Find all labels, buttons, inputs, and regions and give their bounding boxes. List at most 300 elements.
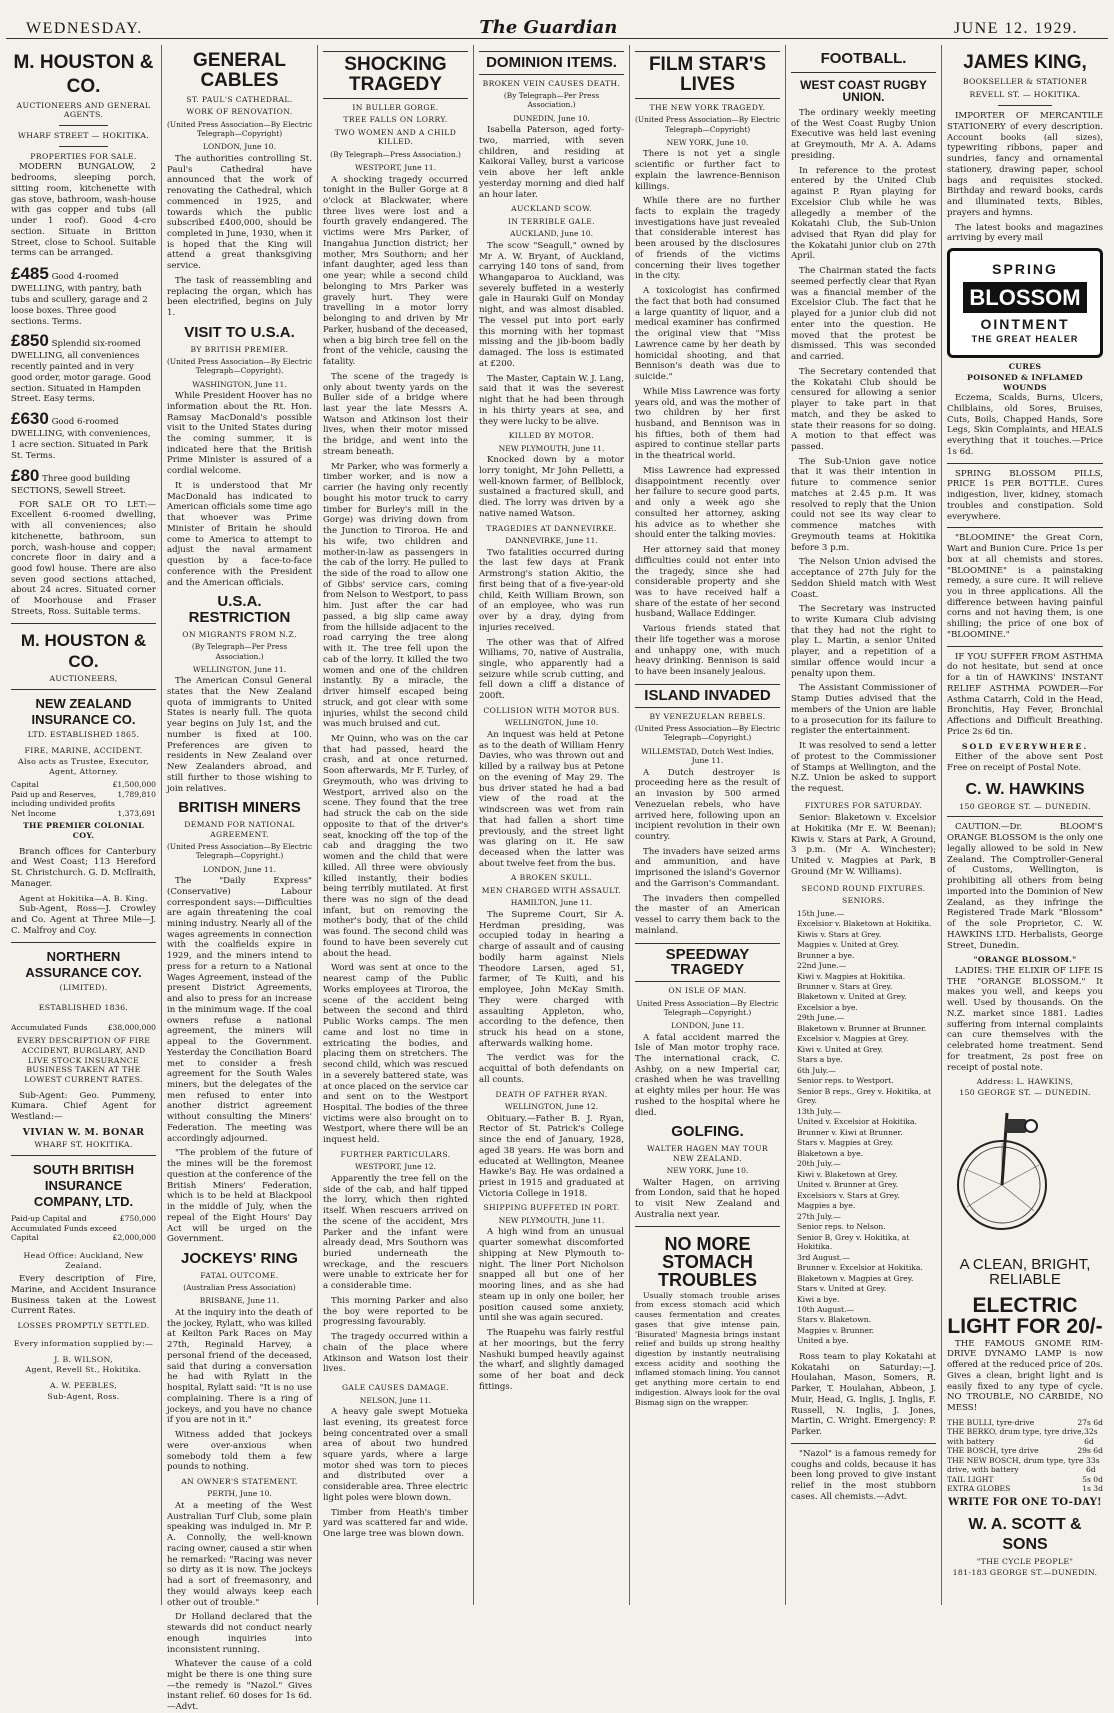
subhead: SHIPPING BUFFETED IN PORT. bbox=[483, 1203, 620, 1213]
logo-text: BLOSSOM bbox=[963, 282, 1086, 314]
paragraph: SPRING BLOSSOM PILLS, PRICE 1s PER BOTTLE. Cures indigestion, liver, kidney, stomach troubles and constipation. Sold everywhere. bbox=[947, 468, 1103, 522]
subhead: WALTER HAGEN MAY TOUR NEW ZEALAND. bbox=[646, 1144, 769, 1163]
address-line-2: 150 GEORGE ST. — DUNEDIN. bbox=[959, 1088, 1091, 1098]
capital2-row bbox=[11, 1233, 156, 1242]
paragraph: Obituary.—Father B. J. Ryan, Rector of St. Patrick's College since the end of January, 1928, aged 38 years. He was born and educated at Wellington, Meanee Hawke's Bay. He was ordained a priest in 1915 and graduated at Victoria College in 1918. bbox=[479, 1113, 624, 1199]
bonar-name: VIVIAN W. M. BONAR bbox=[22, 1126, 145, 1138]
fixture-line: Blaketown v. United at Grey. bbox=[797, 992, 907, 1002]
paragraph: "Nazol" is a famous remedy for coughs and colds, because it has been long proved to give instant relief in the most stubborn cases. All chemists.—Advt. bbox=[791, 1448, 936, 1502]
fixture-line: Brunner v. Kiwi at Brunner. bbox=[797, 1127, 903, 1137]
paragraph: A toxicologist has confirmed the fact that both had consumed a large quantity of liquor, and a medical examiner has confirmed the original view that "Miss Lawrence came by her death by homicidal shooting, and that Bennison's death was due to suicide." bbox=[635, 286, 780, 383]
listing-485-text: Good 4-roomed DWELLING, with pantry, bath tubs and scullery, garage and 2 loose boxes. Three good sections. Terms. bbox=[11, 272, 148, 327]
paragraph: The American Consul General states that the New Zealand quota of immigrants to United States is nearly full. The quota year begins on July 1st, and the number is fixed at 100. Preferences are given to residents in New Zealand over New Zealanders abroad, and still further to those wishing to join relatives. bbox=[167, 676, 312, 794]
price-row bbox=[947, 1484, 1103, 1493]
lease-ad: FOR SALE OR TO LET:—Excellent 6-roomed dwelling, with all conveniences; also kitchenette, bathroom, sun porch, wash-house and copper; concrete floor in dairy and a good fowl house. There are also seven good sections attached, about 24 acres. Situated corner of Moorhouse and Fraser Streets, Ross. Suitable terms. bbox=[11, 499, 156, 617]
divider bbox=[11, 942, 156, 943]
capital2-value: £2,000,000 bbox=[112, 1233, 156, 1243]
paragraph: LADIES: THE ELIXIR OF LIFE IS THE "ORANGE BLOSSOM." It makes you well, and keeps you well. Used by thousands. On the N.Z. market since 1881. Ladies suffering from internal complaints can cure themselves with the celebrated home treatment. Send for treatment, 2s post free on receipt of postal note. bbox=[947, 966, 1103, 1073]
price-item: EXTRA GLOBES bbox=[947, 1484, 1011, 1494]
headline-film-stars-lives: FILM STAR'S LIVES bbox=[635, 51, 780, 99]
fixture-line: 29th June.— bbox=[797, 1013, 845, 1023]
fixture-line: Kiwis v. Stars at Grey. bbox=[797, 929, 882, 939]
paragraph: The invaders have seized arms and ammunition, and have imprisoned the island's Governor and the Garrison's Commandant. bbox=[635, 846, 780, 889]
credit: (United Press Association—By Electric Telegraph—Copyright) bbox=[167, 119, 312, 139]
divider bbox=[947, 527, 1103, 528]
divider bbox=[11, 689, 156, 690]
fixture-line: Kiwi a bye. bbox=[797, 1294, 840, 1304]
subhead: AUCKLAND SCOW. bbox=[511, 204, 592, 214]
dateline: WESTPORT, June 12. bbox=[354, 1162, 437, 1172]
fixture-line: Senior reps. to Westport. bbox=[797, 1076, 894, 1086]
paragraph: A fatal accident marred the Isle of Man motor trophy race. The international crack, C. Ashby, on a new Imperial car, crashed when he was travelling at eighty miles per hour. He was rushed to the hospital where he died. bbox=[635, 1032, 780, 1118]
capital-value: £1,500,000 bbox=[112, 780, 156, 790]
electric-light-headline-2: ELECTRIC LIGHT FOR 20/- bbox=[947, 1293, 1103, 1338]
accum-row bbox=[11, 1023, 156, 1032]
column-4-dominion bbox=[474, 45, 630, 1605]
column-5-film bbox=[630, 45, 786, 1605]
losses-line: LOSSES PROMPTLY SETTLED. bbox=[17, 1321, 150, 1331]
fixture-line: 20th July.— bbox=[797, 1159, 841, 1169]
subhead: GALE CAUSES DAMAGE. bbox=[341, 1383, 450, 1393]
fixture-line: Excelsiors v. Stars at Grey. bbox=[797, 1190, 900, 1200]
headline-golfing: GOLFING. bbox=[671, 1123, 744, 1141]
fixture-line: Kiwi v. United at Grey. bbox=[797, 1044, 884, 1054]
fixtures-list bbox=[791, 909, 936, 1346]
fixture-line: Brunner v. Excelsior at Hokitika. bbox=[797, 1263, 923, 1273]
peebles-name: A. W. PEEBLES, bbox=[49, 1381, 118, 1391]
logo-text: OINTMENT bbox=[980, 316, 1070, 333]
headline-dominion-items: DOMINION ITEMS. bbox=[479, 51, 624, 75]
headline-speedway-tragedy: SPEEDWAY TRAGEDY bbox=[635, 943, 780, 983]
credit: (United Press Association—By Electric Telegraph—Copyright.) bbox=[635, 724, 780, 743]
james-king-address: REVELL ST. — HOKITIKA. bbox=[969, 90, 1081, 100]
subhead: TREE FALLS ON LORRY. bbox=[343, 115, 448, 125]
paragraph: The ordinary weekly meeting of the West Coast Rugby Union Executive was held last evening at Greymouth, Mr A. A. Adams presiding. bbox=[791, 107, 936, 161]
income-row bbox=[11, 809, 156, 818]
sub-agent-kumara: Sub-Agent: Geo. Pummeny, Kumara. Chief Agent for Westland:— bbox=[11, 1090, 156, 1123]
fixture-line: 6th July.— bbox=[797, 1065, 836, 1075]
bicycle-lamp-illustration bbox=[947, 1107, 1057, 1237]
dateline: WELLINGTON, June 10. bbox=[504, 718, 599, 728]
paragraph: Miss Lawrence had expressed disappointment recently over her failure to secure good parts, and only a week ago she consulted her attorney, asking his advice as to whether she should enter the talking movies. bbox=[635, 465, 780, 541]
fixture-line: 15th June.— bbox=[797, 908, 845, 918]
orange-blossom: "ORANGE BLOSSOM." bbox=[973, 955, 1077, 965]
peebles-address: Sub-Agent, Ross. bbox=[47, 1391, 120, 1401]
dateline: AUCKLAND, June 10. bbox=[510, 229, 593, 239]
fixture-line: Blaketown a bye. bbox=[797, 1148, 864, 1158]
price-value: 32s 6d bbox=[1084, 1427, 1098, 1446]
fixture-line: United v. Brunner at Grey. bbox=[797, 1180, 899, 1190]
paragraph: "BLOOMINE" the Great Corn, Wart and Bunion Cure. Price 1s per box at all chemists and stores. "BLOOMINE" is a painstaking remedy, a sure cure. It will relieve you in three applications. All the difference between having painful corns and not having them, is one shilling; the price of one box of "BLOOMINE." bbox=[947, 533, 1103, 640]
credit: (United Press Association—By Electric Telegraph—Copyright). bbox=[167, 357, 312, 376]
price-item: THE NEW BOSCH, drum type, tyre drive, with battery bbox=[947, 1455, 1084, 1475]
paragraph: There is not yet a single scientific or further fact to explain the lawrence-Bennison killings. bbox=[635, 149, 780, 192]
listing-850-text: Splendid six-roomed DWELLING, all conveniences recently painted and in very good order, motor garage. Good section. Situated in Hampden Street. Easy terms. bbox=[11, 339, 151, 405]
price-row bbox=[947, 1418, 1103, 1427]
dateline: DANNEVIRKE, June 11. bbox=[505, 536, 598, 546]
head-office: Head Office: Auckland, New Zealand. bbox=[23, 1250, 144, 1270]
sold-everywhere: SOLD EVERYWHERE. bbox=[961, 741, 1089, 751]
paragraph: While Miss Lawrence was forty years old, and was the mother of two children by her first husband, and Bennison was in his fifties, both of them had aspired to continue stellar parts in the theatrical world. bbox=[635, 386, 780, 462]
dateline: LONDON, June 11. bbox=[670, 1021, 745, 1031]
paragraph: The scow "Seagull," owned by Mr A. W. Bryant, of Auckland, carrying 140 tons of sand, from Whangaparoa to Auckland, was severely buffeted in a westerly gale in Hauraki Gulf on Monday night, and was almost disabled. The vessel put into port early this morning with her topmast missing and the jib-boom badly damaged. The loss is estimated at £200. bbox=[479, 240, 624, 369]
paragraph: An inquest was held at Petone as to the death of William Henry Davies, who was thrown out and killed by a railway bus at Petone on the evening of May 29. The bus driver stated he had a bad view of the road at the windscreen was wet from rain that had fallen a short time previously, and the street light was glaring on it. He saw deceased when the latter was about twelve feet from the bus. bbox=[479, 729, 624, 869]
price-value: 27s 6d bbox=[1077, 1417, 1103, 1427]
subhead: ON MIGRANTS FROM N.Z. bbox=[182, 629, 297, 639]
fixture-line: 27th July.— bbox=[797, 1211, 841, 1221]
price-item: TAIL LIGHT bbox=[947, 1474, 994, 1484]
paragraph: The Nelson Union advised the acceptance of 27th July for the Seddon Shield match with West Coast. bbox=[791, 557, 936, 600]
divider bbox=[947, 646, 1103, 647]
credit: (United Press Association—By Electric Telegraph—Copyright.) bbox=[167, 842, 312, 861]
paragraph: Senior: Blaketown v. Excelsior at Hokitika (Mr E. W. Beenan); Kiwis v. Stars at Park, A Ground, 3 p.m. (Mr A. Winchester); United v. Magpies at Park, B Ground (Mr W. Williams). bbox=[791, 813, 936, 877]
paragraph: Isabella Paterson, aged forty-two, married, with seven children, and residing at Kaikorai Valley, burst a varicose vein above her left ankle yesterday morning and died half an hour later. bbox=[479, 125, 624, 200]
every-description: EVERY DESCRIPTION OF FIRE ACCIDENT, BURGLARY, AND LIVE STOCK INSURANCE BUSINESS TAKEN AT THE LOWEST CURRENT RATES. bbox=[16, 1036, 151, 1085]
price-item: THE BERKO, drum type, tyre drive, with battery bbox=[947, 1427, 1085, 1446]
subhead: SENIORS. bbox=[842, 896, 885, 906]
paragraph: The authorities controlling St. Paul's Cathedral have announced that the work of renovating the Cathedral, which commenced in 1925, and towards which the public subscribed £400,000, should be completed in June, 1930, when it is hoped that the King will attend a great thanksgiving service. bbox=[167, 153, 312, 272]
paragraph: Mr Quinn, who was on the car that had passed, heard the crash, and at once returned. Soon afterwards, Mr F. Turley, of Greymouth, who was driving to Westport, arrived also on the scene. They found that the tree had struck the cab on the side opposite to that of the driver's seat, knocking off the top of the cab and dragging the two women and the child that were killed. All three were obviously killed instantly, their bodies being terribly mutilated. At first there was no sign of the dead infant, but on removing the mother's body, that of the child was found. The second child was found to have been severely cut about the head. bbox=[323, 734, 468, 959]
paragraph: Apparently the tree fell on the side of the cab, and half tipped the lorry, which then righted itself. When rescuers arrived on the scene of the accident, Mrs Parker and the infant were already dead, Mrs Southorn was buried underneath the wreckage, and the rescuers were unable to extricate her for a considerable time. bbox=[323, 1173, 468, 1292]
fixture-line: Stars v. United at Grey. bbox=[797, 1284, 887, 1294]
divider bbox=[791, 1443, 936, 1444]
dateline: BRISBANE, June 11. bbox=[199, 1296, 280, 1306]
paragraph: In reference to the protest entered by the United Club against P. Ryan playing for Excelsior Club while he was allegedly a member of the Kokatahi Club, the Sub-Union advised that Ryan did play for the Kokatahi junior club on 27th April. bbox=[791, 165, 936, 262]
fixture-line: 13th July.— bbox=[797, 1106, 841, 1116]
subhead: FATAL OUTCOME. bbox=[200, 1270, 279, 1280]
sub-agent-ross: Sub-Agent, Ross—J. Crowley and Co. Agent at Three Mile—J. C. Malfroy and Coy. bbox=[11, 904, 156, 936]
fixture-line: 3rd August.— bbox=[797, 1252, 850, 1262]
hawkins-title: C. W. HAWKINS bbox=[965, 780, 1085, 798]
fixture-line: Magpies a bye. bbox=[797, 1201, 856, 1211]
price-80: £80 bbox=[11, 465, 40, 485]
price-485: £485 bbox=[11, 264, 49, 284]
paragraph: Dr Holland declared that the stewards did not conduct nearly enough inquiries into inconsistent running. bbox=[167, 1612, 312, 1655]
fixture-line: 22nd June.— bbox=[797, 961, 847, 971]
fixture-line: Magpies v. United at Grey. bbox=[797, 940, 899, 950]
fixture-line: United a bye. bbox=[797, 1336, 849, 1346]
stomach-ad-headline: NO MORE STOMACH TROUBLES bbox=[658, 1233, 757, 1290]
scott-address: 181-183 GEORGE ST.—DUNEDIN. bbox=[952, 1567, 1098, 1577]
subhead: FIXTURES FOR SATURDAY. bbox=[804, 800, 923, 810]
every-info: Every information supplied by:— bbox=[13, 1338, 154, 1348]
reserves-value: 1,789,810 bbox=[117, 789, 156, 799]
fixture-line: Senior reps. to Nelson. bbox=[797, 1222, 886, 1232]
dateline: LONDON, June 10. bbox=[202, 142, 277, 152]
accum-label: Accumulated Funds bbox=[11, 1022, 88, 1032]
paragraph: Ross team to play Kokatahi at Kokatahi on Saturday:—J. Houlahan, Mason, Somers, R. Parker, T. Houlahan, Abbeon, J. Muir, Head, G. Inglis, J. Inglis, F. Russell, N. Inglis, J. Jones, Martin, C. Wright. Emergency: P. Parker. bbox=[791, 1351, 936, 1438]
fixture-line: 10th August.— bbox=[797, 1305, 855, 1314]
fixture-line: Senior B, Grey v. Hokitika, at Hokitika. bbox=[797, 1232, 910, 1252]
column-3-tragedy bbox=[318, 45, 474, 1605]
subhead: SECOND ROUND FIXTURES. bbox=[801, 883, 926, 893]
paragraph: The verdict was for the acquittal of both defendants on all counts. bbox=[479, 1053, 624, 1085]
masthead-name: The Guardian bbox=[479, 17, 618, 38]
fixture-line: Blaketown v. Brunner at Brunner. bbox=[797, 1023, 927, 1033]
paragraph: The task of reassembling and replacing the organ, which has been electrified, begins on July 1. bbox=[167, 275, 312, 319]
price-630: £630 bbox=[11, 409, 49, 429]
income-label: Net Income bbox=[11, 808, 57, 818]
credit: (Australian Press Association) bbox=[183, 1283, 296, 1293]
paragraph: Either of the above sent Post Free on receipt of Postal Note. bbox=[947, 752, 1103, 773]
divider bbox=[947, 816, 1103, 817]
dateline: WILLEMSTAD, Dutch West Indies, June 11. bbox=[641, 746, 774, 766]
divider bbox=[791, 72, 936, 73]
write-today: WRITE FOR ONE TO-DAY! bbox=[948, 1496, 1102, 1508]
paragraph: Various friends stated that their life together was a morose and unhappy one, with much heavy drinking. Bennison is said to have been insanely jealous. bbox=[635, 624, 780, 678]
fixture-line: Excelsior v. Magpies at Grey. bbox=[797, 1034, 909, 1044]
capital2-label: Capital bbox=[11, 1233, 39, 1243]
fixture-line: United v. Excelsior at Hokitika. bbox=[797, 1117, 917, 1127]
masthead bbox=[6, 8, 1108, 39]
price-value: 5s 0d bbox=[1082, 1474, 1103, 1484]
subhead: DEATH OF FATHER RYAN. bbox=[495, 1089, 608, 1099]
stomach-ad-text: Usually stomach trouble arises from excess stomach acid which causes fermentation and creates gases that give intense pain. 'Bisurated' Magnesia brings instant relief and builds up strong healthy digestion by instantly neutralising excess acidity and soothing the inflamed stomach lining. You cannot get anything more certain to end indigestion. Always look for the oval Bismag sign on the wrapper. bbox=[635, 1290, 780, 1407]
divider bbox=[11, 1155, 156, 1156]
fixture-line: Brunner v. Stars at Grey. bbox=[797, 981, 893, 991]
credit: (By Telegraph—Press Association.) bbox=[330, 149, 461, 159]
subhead: ST. PAUL'S CATHEDRAL. bbox=[186, 94, 293, 104]
fixture-line: Stars v. Magpies at Grey. bbox=[797, 1138, 894, 1148]
paragraph: IMPORTER OF MERCANTILE STATIONERY of every description. Account books (all sizes), typewriting ribbons, paper and sundries, fancy and ornamental stationery, drawing paper, school bags and requisites stocked. Birthday and reward books, cards and illuminated texts, Bibles, prayers and hymns. bbox=[947, 111, 1103, 218]
subhead: TRAGEDIES AT DANNEVIRKE. bbox=[486, 523, 617, 533]
fixture-line: Stars v. Blaketown. bbox=[797, 1315, 871, 1325]
wilson-name: J. B. WILSON, bbox=[54, 1354, 113, 1364]
subhead: A BROKEN SKULL. bbox=[510, 873, 593, 883]
wilson-address: Agent, Revell St., Hokitika. bbox=[25, 1365, 142, 1375]
headline-rugby-union: WEST COAST RUGBY UNION. bbox=[800, 77, 927, 105]
bungalow-ad: MODERN BUNGALOW, 2 bedrooms, sleeping porch, sitting room, kitchenette with gas stove, bathroom, wash-house with gas copper and tubs (all under 1 roof). Good 4-cro section. Situate in Britton Street, close to School. Suitable terms can be arranged. bbox=[11, 162, 156, 259]
price-850: £850 bbox=[11, 331, 49, 351]
paragraph: The Ruapehu was fairly restful at her moorings, but the ferry Nashuki bumped heavily against the wharf, and slightly damaged some of her boat and deck fittings. bbox=[479, 1328, 624, 1392]
fixture-line: Blaketown v. Magpies at Grey. bbox=[797, 1273, 914, 1283]
subhead: DEMAND FOR NATIONAL AGREEMENT. bbox=[184, 820, 295, 839]
dateline: WELLINGTON, June 12. bbox=[504, 1102, 599, 1112]
price-value: 1s 3d bbox=[1082, 1484, 1103, 1494]
hawkins-address: 150 GEORGE ST. — DUNEDIN. bbox=[959, 801, 1091, 811]
subhead: TWO WOMEN AND A CHILD KILLED. bbox=[334, 127, 457, 147]
paragraph: CAUTION.—Dr. BLOOM'S ORANGE BLOSSOM is the only one legally allowed to be sold in New Zealand. The Comptroller-General of Customs, Wellington, is prohibiting all others from being imported into the Dominion of New Zealand, as they infringe the Registered Trade Mark "Blossom" of the sole Proprietor, C. W. HAWKINS LTD. Herbalists, George Street, Dunedin. bbox=[947, 822, 1103, 951]
paragraph: At the inquiry into the death of the jockey, Rylatt, who was killed at Keilton Park Races on May 27th, Reginald Harvey, a personal friend of the deceased, said that during a conversation he had with Rylatt in the hospital, Rylatt said: "It is no use complaining. There is a ring of jockeys, and you have no chance if you are not in it." bbox=[167, 1307, 312, 1426]
paragraph: Witness added that jockeys were over-anxious when somebody told them a few pounds to nothing. bbox=[167, 1430, 312, 1473]
paid-up-label: Paid-up Capital and Accumulated Funds exceed bbox=[11, 1214, 117, 1233]
headline-usa-restriction: U.S.A. RESTRICTION bbox=[188, 593, 291, 627]
headline-island-invaded: ISLAND INVADED bbox=[635, 684, 780, 708]
dateline: NEW PLYMOUTH, June 11. bbox=[498, 1215, 605, 1225]
paid-up-value: £750,000 bbox=[119, 1214, 156, 1224]
paragraph: While President Hoover has no information about the Rt. Hon. Ramsay MacDonald's possible visit to the United States during the coming summer, it is indicated here that the British Prime Minister is assured of a cordial welcome. bbox=[167, 391, 312, 477]
headline-british-miners: BRITISH MINERS bbox=[178, 799, 301, 817]
trustee-line: Also acts as Trustee, Executor, Agent, Attorney. bbox=[18, 756, 149, 776]
headline-visit-usa: VISIT TO U.S.A. bbox=[184, 323, 295, 341]
dateline: NEW YORK, June 10. bbox=[666, 1166, 749, 1176]
divider bbox=[59, 125, 108, 126]
subhead: AN OWNER'S STATEMENT. bbox=[181, 1476, 298, 1486]
credit: (By Telegraph—Per Press Association.) bbox=[503, 91, 600, 110]
paragraph: Walter Hagen, on arriving from London, said that he hoped to visit New Zealand and Australia next year. bbox=[635, 1177, 780, 1220]
electric-light-headline-1: A CLEAN, BRIGHT, RELIABLE bbox=[959, 1255, 1091, 1288]
paragraph: It was resolved to send a letter of protest to the Commissioner of Stamps at Wellington, and the N.Z. Union be asked to support the request. bbox=[791, 741, 936, 794]
houston-address: WHARF STREET — HOKITIKA. bbox=[17, 130, 150, 140]
subhead: BROKEN VEIN CAUSES DEATH. bbox=[482, 78, 621, 88]
fixture-line: Excelsior v. Blaketown at Hokitika. bbox=[797, 919, 932, 929]
subhead: COLLISION WITH MOTOR BUS. bbox=[483, 705, 620, 715]
price-row bbox=[947, 1427, 1103, 1446]
divider bbox=[59, 146, 108, 147]
fixture-line: Brunner a bye. bbox=[797, 950, 855, 960]
paragraph: This morning Parker and also the boy were reported to be progressing favourably. bbox=[323, 1295, 468, 1328]
paragraph: The Assistant Commissioner of Stamp Duties advised that the members of the Union are liable to a prosecution for its failure to register the entertainment. bbox=[791, 683, 936, 737]
listing-80-text: Three good building SECTIONS, Sewell Street. bbox=[11, 473, 131, 496]
cures-line: CURES bbox=[1008, 362, 1042, 372]
dateline: PERTH, June 10. bbox=[207, 1489, 272, 1499]
south-british-title: SOUTH BRITISH INSURANCE COMPANY, LTD. bbox=[32, 1161, 135, 1210]
paragraph: Her attorney said that money difficulties could not enter into the tragedy, since she had considerable property and she was to have received half a share of the estate of her second husband, Wallace Eddinger. bbox=[635, 545, 780, 620]
capital-label: Capital bbox=[11, 780, 39, 790]
nz-insurance-title: NEW ZEALAND INSURANCE CO. bbox=[31, 695, 136, 728]
listing-80 bbox=[11, 465, 156, 497]
column-6-football bbox=[786, 45, 942, 1605]
james-king-title: JAMES KING, bbox=[963, 52, 1087, 73]
listing-630-text: Good 6-roomed DWELLING, with conveniences, 1 acre section. Situated in Park St. Terms. bbox=[11, 417, 151, 461]
houston-sub: AUCTIONEERS AND GENERAL AGENTS. bbox=[16, 100, 151, 120]
credit: (By Telegraph—Per Press Association.) bbox=[191, 642, 288, 661]
divider bbox=[947, 463, 1103, 464]
subhead: IN TERRIBLE GALE. bbox=[507, 216, 596, 226]
fixture-line: Excelsior a bye. bbox=[797, 1002, 858, 1012]
paragraph: The invaders then compelled the master of an American vessel to carry them back to the mainland. bbox=[635, 893, 780, 936]
fixture-line: Senior B reps., Grey v. Hokitika, at Grey. bbox=[797, 1086, 932, 1106]
paragraph: At a meeting of the West Australian Turf Club, some plain speaking was indulged in. Mr P. A. Connolly, the well-known racing owner, caused a stir when he remarked: "Racing was never so dirty as it is now. The jockeys had a sort of freemasonry, and they would always keep each other out of trouble." bbox=[167, 1500, 312, 1608]
price-row bbox=[947, 1456, 1103, 1475]
headline-general-cables: GENERAL CABLES bbox=[193, 50, 286, 91]
northern-sub: (LIMITED). bbox=[59, 983, 108, 993]
subhead: BY BRITISH PREMIER. bbox=[190, 344, 289, 354]
price-row bbox=[947, 1446, 1103, 1455]
dateline: WELLINGTON, June 11. bbox=[192, 664, 287, 674]
masthead-date: JUNE 12. 1929. bbox=[953, 20, 1078, 37]
subhead: WORK OF RENOVATION. bbox=[186, 107, 293, 117]
logo-text: THE GREAT HEALER bbox=[971, 333, 1079, 344]
paragraph: The Sub-Union gave notice that it was their intention in future to commence senior matches at 2.45 p.m. It was resolved to reply that the Union could not see its way clear to commence matches with Greymouth teams at Hokitika before 3 p.m. bbox=[791, 456, 936, 553]
dateline: NEW PLYMOUTH, June 11. bbox=[498, 443, 605, 453]
listing-850 bbox=[11, 330, 156, 405]
price-list bbox=[947, 1418, 1103, 1494]
columns bbox=[6, 45, 1108, 1713]
paragraph: A heavy gale swept Motueka last evening, its greatest force being concentrated over a small area of about two hundred square yards, where a large motor shed was torn to pieces and distributed over a considerable area. Three electric light poles were blown down. bbox=[323, 1407, 468, 1503]
scott-title: W. A. SCOTT & SONS bbox=[968, 1516, 1082, 1554]
capital-row bbox=[11, 780, 156, 789]
column-7-ads bbox=[942, 45, 1108, 1605]
price-item: THE BULLI, tyre-drive bbox=[947, 1417, 1035, 1427]
branches-text: Branch offices for Canterbury and West Coast; 113 Hereford St. Christchurch. G. D. McIlraith, Manager. bbox=[11, 846, 156, 889]
column-1-ads bbox=[6, 45, 162, 1605]
dateline: HAMILTON, June 11. bbox=[510, 898, 593, 908]
fire-marine-line: FIRE, MARINE, ACCIDENT. bbox=[24, 746, 143, 756]
paragraph: Word was sent at once to the nearest camp of the Public Works employees at Tiroroa, the scene of the accident being between the second and third Public Works camps. The men came and lost no time in extricating the bodies, and placing them on stretchers. The second child, which was rescued in a severely battered state, was at once placed on the service car and sent on to the Westport Hospital. The bodies of the three victims were also brought on to Westport, where there will be an inquest held. bbox=[323, 963, 468, 1146]
subhead: KILLED BY MOTOR. bbox=[508, 431, 595, 441]
divider bbox=[635, 1226, 780, 1227]
paragraph: Knocked down by a motor lorry tonight, Mr John Pelletti, a well-known farmer, of Bellblock, sustained a fractured skull, and died. The lorry was driven by a native named Watson. bbox=[479, 455, 624, 519]
fixture-line: Stars a bye. bbox=[797, 1055, 843, 1065]
paragraph: The Master, Captain W. J. Lang, said that it was the severest night that he had been through in his thirty years at sea, and they were lucky to be alive. bbox=[479, 373, 625, 427]
paragraph: The scene of the tragedy is only about twenty yards on the Buller side of a bridge where last year the late Messrs A. Watson and Atkinson lost their lives, when their motor missed the bridge, and went into the stream beneath. bbox=[323, 371, 468, 457]
divider bbox=[11, 623, 156, 624]
column-2-cables bbox=[162, 45, 318, 1713]
paragraph: The Secretary contended that the Kokatahi Club should be censured for allowing a senior player to take part in that match, and they be asked to state their reasons for so doing. A motion to that effect was passed. bbox=[791, 366, 936, 452]
divider bbox=[998, 105, 1051, 106]
accum-value: £38,000,000 bbox=[107, 1022, 156, 1032]
reserves-row bbox=[11, 790, 156, 809]
spring-blossom-logo bbox=[947, 248, 1103, 358]
bonar-address: WHARF ST. HOKITIKA. bbox=[34, 1139, 133, 1149]
dateline: WASHINGTON, June 11. bbox=[192, 379, 287, 389]
agent-hokitika: Agent at Hokitika—A. B. King. bbox=[19, 893, 148, 903]
reserves-label: Paid up and Reserves, including undivided profits bbox=[11, 789, 115, 809]
paragraph: The tragedy occurred within a chain of the place where Atkinson and Watson lost their lives. bbox=[323, 1332, 468, 1375]
paragraph: Mr Parker, who was formerly a timber worker, and is now a carrier (he having only recently bought his motor truck to carry timber for Burley's mill in the Gorge) was driving down from the Junction to Tiroroa. He and his wife, two children and mother-in-law as passengers in the cab of the lorry. He pulled to the side of the road to allow one of Gibbs' service cars, coming from Nelson to Westport, to pass him. Just after the car had passed, a big slip came away from the hillside adjacent to the road carrying the tree along with it. The tree fell upon the cab of the lorry. It killed the two women and one of the children instantly. By a miracle, the driver himself escaped being struck, and got clear with some injuries, whilst the second child was much bruised and cut. bbox=[323, 461, 468, 730]
paragraph: The Supreme Court, Sir A. Herdman presiding, was occupied today in hearing a charge of assault and of causing bodily harm against Niels Theodore Larsen, aged 51, farmer, of Te Kuiti, and his employee, John McKay Smith. They were charged with assaulting Appleton, who, according to the defence, then struck his head on a stone, afterwards walking home. bbox=[479, 909, 624, 1049]
paragraph: The "Daily Express" (Conservative) Labour correspondent says:—Difficulties are again threatening the coal mining industry. Nearly all of the wages agreements in connection with the coalfields expire in 1929, and the miners intend to press for a return to a National Wages Agreement, instead of the present District Agreements, and also to press for an increase in the minimum wage. If the coal owners refuse a national agreement, the miners will appeal to the Government. Yesterday the Conciliation Board met to consider a fresh agreement for the South Wales miners, but the delegates of the men refused to enter into another district agreement without consulting the Miners' Federation. The meeting was accordingly adjourned. bbox=[167, 876, 312, 1144]
headline-jockeys-ring: JOCKEYS' RING bbox=[181, 1250, 298, 1267]
paragraph: A Dutch destroyer is proceeding here as the result of an invasion by 500 armed Venezuelan rebels, who have arrived here, following upon an incipient revolution in their own country. bbox=[635, 767, 780, 842]
dateline: NEW YORK, June 10. bbox=[666, 137, 749, 147]
listing-630 bbox=[11, 408, 156, 461]
price-row bbox=[947, 1475, 1103, 1484]
paragraph: The Secretary was instructed to write Kumara Club advising that they had not the right to play L. Martin, a senior United player, and a repetition of a similar offence would incur a penalty upon them. bbox=[791, 604, 936, 679]
credit: United Press Association—By Electric Telegraph—Copyright.) bbox=[636, 998, 779, 1017]
subhead: THE NEW YORK TRAGEDY. bbox=[649, 102, 766, 112]
subhead: MEN CHARGED WITH ASSAULT. bbox=[481, 885, 622, 895]
paragraph: The other was that of Alfred Williams, 70, native of Australia, single, who apparently had a seizure while scrub cutting, and fell down a cliff a distance of 200ft. bbox=[479, 637, 624, 702]
fixture-line: Kiwi v. Magpies at Hokitika. bbox=[797, 971, 906, 981]
paragraph: Whatever the cause of a cold might be there is one thing sure—the remedy is "Nazol." Gives instant relief. 60 doses for 1s 6d.—Advt. bbox=[167, 1659, 312, 1713]
premier-line: THE PREMIER COLONIAL COY. bbox=[22, 821, 145, 841]
fixture-line: Magpies v. Brunner. bbox=[797, 1325, 875, 1335]
houston-title-2: M. HOUSTON & CO. bbox=[20, 630, 147, 671]
price-item: THE BOSCH, tyre drive bbox=[947, 1446, 1039, 1456]
logo-text: SPRING bbox=[992, 261, 1058, 278]
paragraph: THE FAMOUS GNOME RIM-DRIVE DYNAMO LAMP is now offered at the reduced price of 20s. Gives a clean, bright light and is easily fixed to any type of cycle. NO TROUBLE, NO CARBIDE, NO MESS! bbox=[947, 1338, 1103, 1413]
subhead: ON ISLE OF MAN. bbox=[668, 986, 747, 996]
paragraph: It is understood that Mr MacDonald has indicated to American officials some time ago that whoever was Prime Minister of Britain he should come to America to attempt to adjust the naval armament question by a face-to-face conference with the President and the American officials. bbox=[167, 480, 312, 588]
scott-sub: "THE CYCLE PEOPLE" bbox=[976, 1557, 1074, 1567]
properties-heading: PROPERTIES FOR SALE. bbox=[30, 151, 137, 161]
paragraph: The latest books and magazines arriving by every mail bbox=[947, 222, 1103, 244]
paragraph: A shocking tragedy occurred tonight in the Buller Gorge at 8 o'clock at Blackwater, where three lives were lost and a fourth gravely endangered. The victims were Mrs Parker, of Inangahua Junction district; her mother, Mrs Southorn; and her infant daughter, aged less than one year; while a second child belonging to Mrs Parker was gravely hurt. They were travelling in a motor lorry belonging to and driven by Mr Parker, husband of the deceased, when a big birch tree fell on the front of the vehicle, causing the fatality. bbox=[323, 174, 468, 368]
subhead: FURTHER PARTICULARS. bbox=[340, 1149, 451, 1159]
subhead: BY VENEZUELAN REBELS. bbox=[649, 711, 766, 721]
headline-shocking-tragedy: SHOCKING TRAGEDY bbox=[323, 51, 468, 99]
paragraph: IF YOU SUFFER FROM ASTHMA do not hesitate, but send at once for a tin of HAWKINS' INSTANT RELIEF ASTHMA POWDER—For Asthma Catarrh, Cold in the Head, Bronchitis, Hay Fever, Bronchial Affections and Difficult Breathing. Price 2s 6d tin. bbox=[947, 651, 1103, 737]
price-value: 29s 6d bbox=[1077, 1446, 1103, 1456]
every-description-2: Every description of Fire, Marine, and Accident Insurance Business taken at the Lowest Current Rates. bbox=[11, 1274, 156, 1317]
established-line: ESTABLISHED 1836. bbox=[38, 1002, 129, 1012]
dateline: DUNEDIN, June 10. bbox=[513, 113, 590, 123]
dateline: NELSON, June 11. bbox=[359, 1395, 432, 1405]
credit: (United Press Association—By Electric Telegraph—Copyright) bbox=[635, 115, 780, 134]
houston-title: M. HOUSTON & CO. bbox=[13, 52, 154, 97]
paid-up-row bbox=[11, 1214, 156, 1233]
paragraph: The Chairman stated the facts seemed perfectly clear that Ryan was a financial member of the Excelsior Club. The fact that he played for a junior club did not enter into the question. He moved that the protest be dismissed. This was seconded and carried. bbox=[791, 266, 936, 363]
subhead: IN BULLER GORGE. bbox=[352, 102, 439, 112]
paragraph: "The problem of the future of the mines will be the foremost question at the conference of the British Miners' Federation, which is to be held at Blackpool in the middle of July, when the repeal of the Eight Hours' Day Act will be urged on the Government. bbox=[167, 1148, 312, 1245]
headline-football: FOOTBALL. bbox=[820, 50, 907, 67]
paragraph: Two fatalities occurred during the last few days at Frank Armstrong's station Akitio, the first being that of a five-year-old child, Keith William Brown, son of an employee, who was run over by a dray, dying from injuries received. bbox=[479, 547, 624, 633]
paragraph: Timber from Heath's timber yard was scattered far and wide. One large tree was blown down. bbox=[323, 1507, 468, 1540]
northern-title: NORTHERN ASSURANCE COY. bbox=[25, 948, 142, 980]
price-value: 33s 6d bbox=[1086, 1455, 1100, 1475]
